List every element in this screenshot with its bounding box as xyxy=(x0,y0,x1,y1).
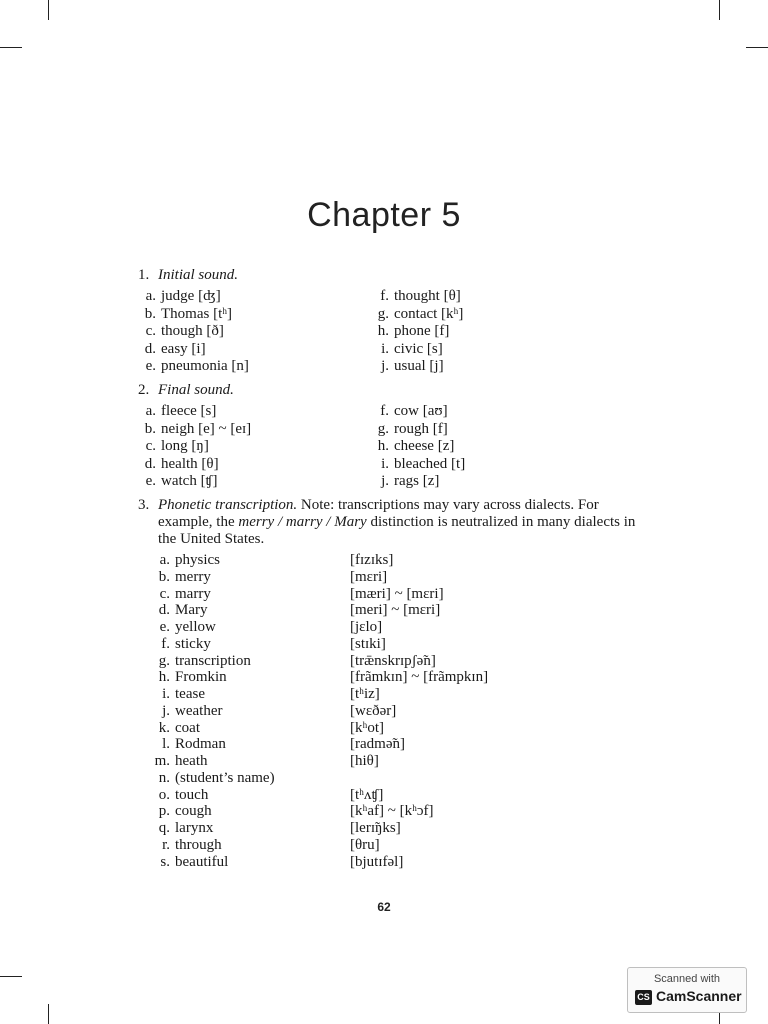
item-word: Rodman xyxy=(175,736,226,753)
item-letter: j. xyxy=(162,702,170,719)
item-text: judge [ʤ] xyxy=(161,288,221,304)
item-text: pneumonia [n] xyxy=(161,358,249,374)
section-phonetic-transcription xyxy=(138,497,638,870)
item-letter: f. xyxy=(380,403,389,419)
list-item xyxy=(138,736,638,753)
page-number: 62 xyxy=(377,900,391,914)
left-column xyxy=(138,288,249,376)
item-columns xyxy=(138,403,638,493)
item-letter: c. xyxy=(159,585,170,602)
list-item xyxy=(138,837,638,854)
item-text: long [ŋ] xyxy=(161,438,209,454)
item-letter: r. xyxy=(162,836,170,853)
item-transcription: [lerɪ̃ŋks] xyxy=(350,820,401,836)
list-item xyxy=(371,288,463,306)
list-item xyxy=(138,306,249,324)
item-text: fleece [s] xyxy=(161,403,217,419)
item-word: sticky xyxy=(175,635,211,652)
item-text: cow [aʊ] xyxy=(394,403,448,419)
list-item xyxy=(371,358,463,376)
item-transcription: [mæri] ~ [mɛri] xyxy=(350,585,444,602)
section-heading-text: Final sound. xyxy=(158,382,234,398)
item-letter: m. xyxy=(154,753,170,769)
item-letter: g. xyxy=(377,305,389,322)
list-item xyxy=(138,703,638,720)
item-text: civic [s] xyxy=(394,340,443,357)
section-final-sound xyxy=(138,381,638,493)
item-letter: i. xyxy=(381,455,389,472)
item-text: bleached [t] xyxy=(394,455,466,472)
item-letter: i. xyxy=(162,686,170,702)
item-letter: e. xyxy=(145,358,156,374)
camscanner-badge xyxy=(627,967,747,1013)
list-item xyxy=(138,456,251,474)
item-text: cheese [z] xyxy=(394,438,455,454)
item-word: physics xyxy=(175,552,220,568)
item-letter: d. xyxy=(144,455,156,472)
item-letter: l. xyxy=(162,736,170,753)
list-item xyxy=(138,619,638,636)
transcription-list xyxy=(138,552,638,870)
list-item xyxy=(138,403,251,421)
list-item xyxy=(138,552,638,569)
item-letter: e. xyxy=(145,473,156,489)
list-item xyxy=(138,341,249,359)
item-letter: a. xyxy=(145,288,156,304)
item-transcription: [bjutɪfəl] xyxy=(350,853,404,870)
item-word: touch xyxy=(175,786,209,803)
item-letter: f. xyxy=(380,288,389,304)
list-item xyxy=(371,403,465,421)
item-transcription: [mɛri] xyxy=(350,568,388,585)
item-word: merry xyxy=(175,568,211,585)
crop-mark xyxy=(746,47,768,48)
item-word: beautiful xyxy=(175,853,229,870)
item-letter: s. xyxy=(160,853,170,870)
item-letter: b. xyxy=(144,420,156,437)
item-letter: j. xyxy=(381,473,389,489)
crop-mark xyxy=(48,1004,49,1024)
list-item xyxy=(138,803,638,820)
section-heading xyxy=(138,266,638,284)
list-item xyxy=(371,456,465,474)
list-item xyxy=(371,421,465,439)
list-item xyxy=(138,720,638,737)
section-note: Note: transcriptions may vary across dialects. For example, the xyxy=(158,497,599,530)
item-transcription: [meri] ~ [mɛri] xyxy=(350,602,441,619)
item-letter: p. xyxy=(158,803,170,820)
list-item xyxy=(138,569,638,586)
item-transcription: [tʰiz] xyxy=(350,686,380,702)
item-letter: f. xyxy=(161,635,170,652)
item-transcription: [trǣnskrɪpʃə̃n] xyxy=(350,652,436,669)
item-letter: o. xyxy=(158,786,170,803)
list-item xyxy=(138,473,251,491)
item-letter: h. xyxy=(377,323,389,339)
item-transcription: [tʰʌʧ] xyxy=(350,786,384,803)
item-word: weather xyxy=(175,702,223,719)
section-number: 1. xyxy=(138,267,150,283)
camscanner-brand: CamScanner xyxy=(656,988,742,1004)
section-note-italic: merry / marry / Mary xyxy=(238,514,367,530)
crop-mark xyxy=(0,47,22,48)
item-word: coat xyxy=(175,719,200,736)
list-item xyxy=(371,473,465,491)
item-text: health [θ] xyxy=(161,455,219,472)
section-note: distinction is neutralized in many dialects in the United States. xyxy=(158,514,636,547)
list-item xyxy=(138,586,638,603)
item-letter: i. xyxy=(381,340,389,357)
list-item xyxy=(138,669,638,686)
item-letter: n. xyxy=(158,769,170,786)
item-letter: q. xyxy=(158,820,170,836)
item-letter: k. xyxy=(158,719,170,736)
item-letter: d. xyxy=(158,602,170,619)
list-item xyxy=(138,753,638,770)
crop-mark xyxy=(719,0,720,20)
item-word: larynx xyxy=(175,820,214,836)
list-item xyxy=(371,306,463,324)
list-item xyxy=(371,438,465,456)
item-word: Fromkin xyxy=(175,669,227,686)
item-word: through xyxy=(175,836,222,853)
item-text: rough [f] xyxy=(394,420,448,437)
item-text: phone [f] xyxy=(394,323,450,339)
item-word: Mary xyxy=(175,602,208,619)
item-transcription: [kʰaf] ~ [kʰɔf] xyxy=(350,803,434,820)
item-letter: h. xyxy=(158,669,170,686)
list-item xyxy=(138,653,638,670)
item-text: rags [z] xyxy=(394,473,440,489)
list-item xyxy=(138,602,638,619)
scanned-with-label: Scanned with xyxy=(653,973,721,985)
section-heading-text: Initial sound. xyxy=(158,267,239,283)
item-letter: j. xyxy=(381,358,389,374)
item-text: neigh [e] ~ [eɪ] xyxy=(161,420,252,437)
section-heading-text: Phonetic transcription. xyxy=(158,497,298,513)
crop-mark xyxy=(48,0,49,20)
item-letter: c. xyxy=(145,323,156,339)
section-initial-sound xyxy=(138,266,638,378)
item-transcription: [frãmkɪn] ~ [frãmpkɪn] xyxy=(350,669,489,686)
item-transcription: [stɪki] xyxy=(350,635,386,652)
list-item xyxy=(138,323,249,341)
item-letter: a. xyxy=(159,552,170,568)
item-text: watch [ʧ] xyxy=(161,473,218,489)
item-transcription: [wɛðər] xyxy=(350,702,397,719)
list-item xyxy=(371,323,463,341)
item-columns xyxy=(138,288,638,378)
camscanner-logo-icon: CS xyxy=(635,990,652,1005)
list-item xyxy=(138,686,638,703)
item-word: yellow xyxy=(175,619,216,635)
item-text: thought [θ] xyxy=(394,288,461,304)
item-letter: b. xyxy=(158,568,170,585)
item-letter: b. xyxy=(144,305,156,322)
list-item xyxy=(138,854,638,871)
item-letter: c. xyxy=(145,438,156,454)
item-text: easy [i] xyxy=(161,340,206,357)
item-text: Thomas [tʰ] xyxy=(161,305,233,322)
item-word: cough xyxy=(175,803,212,820)
item-word: marry xyxy=(175,585,211,602)
left-column xyxy=(138,403,251,491)
list-item xyxy=(138,288,249,306)
right-column xyxy=(371,288,463,376)
item-letter: d. xyxy=(144,340,156,357)
section-intro xyxy=(138,497,638,548)
list-item xyxy=(138,421,251,439)
list-item xyxy=(138,358,249,376)
right-column xyxy=(371,403,465,491)
item-transcription: [radmə̃n] xyxy=(350,736,405,753)
list-item xyxy=(138,820,638,837)
item-word: heath xyxy=(175,753,208,769)
item-letter: g. xyxy=(158,652,170,669)
list-item xyxy=(138,770,638,787)
item-transcription: [kʰot] xyxy=(350,719,384,736)
item-word: tease xyxy=(175,686,205,702)
item-word: transcription xyxy=(175,652,251,669)
list-item xyxy=(138,438,251,456)
item-text: though [ð] xyxy=(161,323,224,339)
list-item xyxy=(138,636,638,653)
crop-mark xyxy=(0,976,22,977)
item-transcription: [hiθ] xyxy=(350,753,379,769)
item-letter: a. xyxy=(145,403,156,419)
section-number: 2. xyxy=(138,382,150,398)
item-letter: h. xyxy=(377,438,389,454)
item-letter: g. xyxy=(377,420,389,437)
item-letter: e. xyxy=(159,619,170,635)
item-transcription: [jɛlo] xyxy=(350,619,383,635)
list-item xyxy=(371,341,463,359)
item-transcription: [θru] xyxy=(350,836,380,853)
item-text: contact [kʰ] xyxy=(394,305,464,322)
item-text: usual [j] xyxy=(394,358,444,374)
list-item xyxy=(138,787,638,804)
item-word: (student’s name) xyxy=(175,769,275,786)
section-number: 3. xyxy=(138,497,150,513)
section-heading xyxy=(138,381,638,399)
chapter-title: Chapter 5 xyxy=(307,196,461,234)
item-transcription: [fɪzɪks] xyxy=(350,552,394,568)
